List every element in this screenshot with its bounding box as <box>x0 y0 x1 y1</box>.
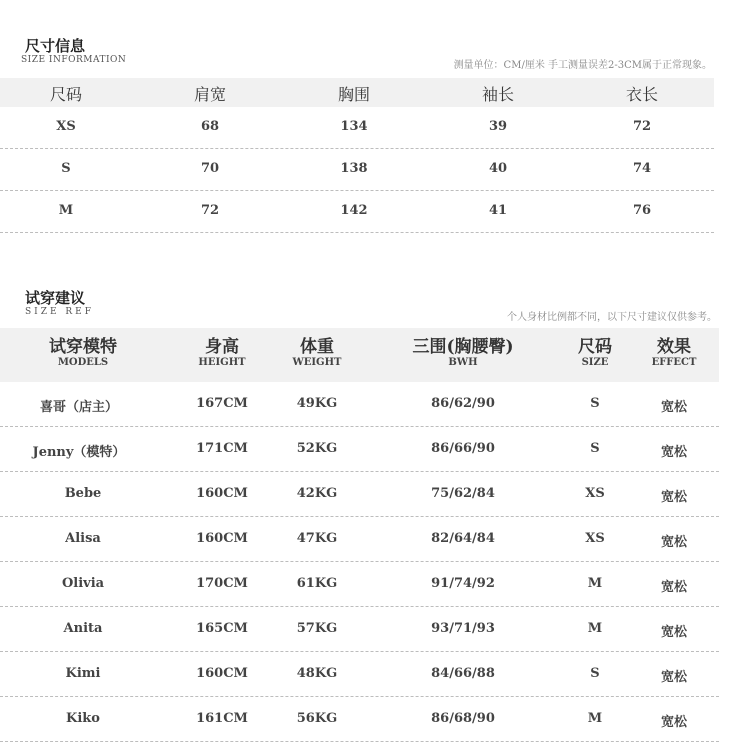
weight-cell: 49KG <box>296 396 338 411</box>
table-row <box>0 191 714 233</box>
table-row <box>0 562 719 607</box>
height-cell: 160CM <box>196 531 248 546</box>
size-header-sleeve: 袖长 <box>481 85 515 104</box>
shoulder-cell: 68 <box>200 119 220 134</box>
length-cell: 72 <box>632 119 652 134</box>
size-cell: M <box>587 621 603 636</box>
bwh-cell: 84/66/88 <box>431 666 495 681</box>
fit-header-effect-zh: 效果 <box>657 337 691 357</box>
height-cell: 160CM <box>196 666 248 681</box>
model-cell: Jenny（模特） <box>32 445 126 460</box>
height-cell: 170CM <box>196 576 248 591</box>
bwh-cell: 91/74/92 <box>431 576 495 591</box>
weight-cell: 56KG <box>296 711 338 726</box>
size-cell: XS <box>585 486 605 501</box>
shoulder-cell: 72 <box>200 203 220 218</box>
table-row <box>0 517 719 562</box>
size-cell: M <box>587 576 603 591</box>
size-cell: M <box>587 711 603 726</box>
size-header-shoulder: 肩宽 <box>193 85 227 104</box>
effect-cell: 宽松 <box>660 580 688 595</box>
size-section-subtitle: SIZE INFORMATION <box>21 55 127 65</box>
effect-cell: 宽松 <box>660 445 688 460</box>
shoulder-cell: 70 <box>200 161 220 176</box>
bwh-cell: 93/71/93 <box>431 621 495 636</box>
model-cell: 喜哥（店主） <box>39 400 119 415</box>
size-section-note: 测量单位：CM/厘米 手工测量误差2-3CM属于正常现象。 <box>453 60 712 71</box>
fit-header-bwh-en: BWH <box>448 357 478 368</box>
fit-header-bwh-zh: 三围(胸腰臀) <box>412 337 514 357</box>
size-cell: S <box>590 396 600 411</box>
size-cell: S <box>61 161 71 176</box>
weight-cell: 57KG <box>296 621 338 636</box>
height-cell: 171CM <box>196 441 248 456</box>
fit-header-models-zh: 试穿模特 <box>49 337 117 357</box>
weight-cell: 52KG <box>296 441 338 456</box>
bwh-cell: 75/62/84 <box>431 486 495 501</box>
height-cell: 165CM <box>196 621 248 636</box>
effect-cell: 宽松 <box>660 670 688 685</box>
sleeve-cell: 39 <box>488 119 508 134</box>
table-row <box>0 472 719 517</box>
effect-cell: 宽松 <box>660 490 688 505</box>
fit-header-height-zh: 身高 <box>205 337 239 357</box>
fit-section-note: 个人身材比例都不同，以下尺寸建议仅供参考。 <box>507 312 717 323</box>
weight-cell: 48KG <box>296 666 338 681</box>
height-cell: 161CM <box>196 711 248 726</box>
fit-header-bwh <box>412 337 513 369</box>
fit-section-subtitle: SIZE REF <box>25 307 94 317</box>
model-cell: Kimi <box>65 666 101 681</box>
table-row <box>0 382 719 427</box>
model-cell: Anita <box>63 621 103 636</box>
size-cell: S <box>590 666 600 681</box>
model-cell: Alisa <box>65 531 101 546</box>
size-section-title: 尺寸信息 <box>25 37 86 55</box>
fit-header-height <box>198 337 245 369</box>
fit-header-size-zh: 尺码 <box>578 337 612 357</box>
table-row <box>0 107 714 149</box>
effect-cell: 宽松 <box>660 715 688 730</box>
bwh-cell: 82/64/84 <box>431 531 495 546</box>
size-header-chest: 胸围 <box>337 85 371 104</box>
fit-header-weight-en: WEIGHT <box>292 357 342 368</box>
effect-cell: 宽松 <box>660 625 688 640</box>
table-row <box>0 149 714 191</box>
weight-cell: 42KG <box>296 486 338 501</box>
bwh-cell: 86/68/90 <box>431 711 495 726</box>
weight-cell: 61KG <box>296 576 338 591</box>
fit-header-weight <box>293 337 342 369</box>
table-row <box>0 652 719 697</box>
table-row <box>0 427 719 472</box>
size-cell: XS <box>585 531 605 546</box>
size-cell: XS <box>56 119 76 134</box>
height-cell: 160CM <box>196 486 248 501</box>
bwh-cell: 86/66/90 <box>431 441 495 456</box>
effect-cell: 宽松 <box>660 535 688 550</box>
weight-cell: 47KG <box>296 531 338 546</box>
model-cell: Kiko <box>66 711 100 726</box>
chest-cell: 134 <box>340 119 368 134</box>
fit-table <box>0 328 737 742</box>
size-cell: M <box>58 203 74 218</box>
fit-header-size <box>578 337 612 369</box>
sleeve-cell: 40 <box>488 161 508 176</box>
fit-header-models <box>49 337 117 369</box>
fit-header-effect-en: EFFECT <box>651 357 697 368</box>
effect-cell: 宽松 <box>660 400 688 415</box>
height-cell: 167CM <box>196 396 248 411</box>
size-header-size: 尺码 <box>49 85 83 104</box>
chest-cell: 142 <box>340 203 368 218</box>
bwh-cell: 86/62/90 <box>431 396 495 411</box>
sleeve-cell: 41 <box>488 203 508 218</box>
fit-header-size-en: SIZE <box>581 357 609 368</box>
model-cell: Bebe <box>64 486 102 501</box>
fit-header-weight-zh: 体重 <box>300 337 334 357</box>
size-header-length: 衣长 <box>625 85 659 104</box>
fit-header-effect <box>652 337 697 369</box>
table-row <box>0 607 719 652</box>
fit-section-title: 试穿建议 <box>25 289 86 307</box>
chest-cell: 138 <box>340 161 368 176</box>
fit-header-models-en: MODELS <box>57 357 109 368</box>
length-cell: 74 <box>632 161 652 176</box>
length-cell: 76 <box>632 203 652 218</box>
size-cell: S <box>590 441 600 456</box>
model-cell: Olivia <box>61 576 105 591</box>
fit-header-height-en: HEIGHT <box>198 357 246 368</box>
size-table <box>0 78 737 233</box>
table-row <box>0 697 719 742</box>
size-table-header <box>0 78 714 107</box>
fit-table-header <box>0 328 719 382</box>
